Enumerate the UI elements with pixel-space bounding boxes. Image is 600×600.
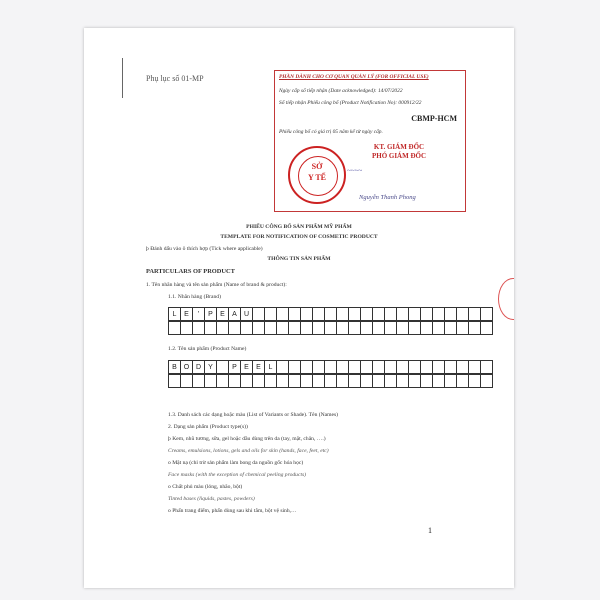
brand-grid-row2 bbox=[168, 321, 493, 335]
document-page bbox=[84, 28, 514, 588]
grid-cell bbox=[433, 321, 445, 335]
grid-cell bbox=[313, 307, 325, 321]
grid-cell bbox=[217, 321, 229, 335]
grid-cell bbox=[397, 374, 409, 388]
option-masks-en: Face masks (with the exception of chemical peeling products) bbox=[168, 472, 307, 478]
grid-cell bbox=[337, 307, 349, 321]
section-1-3: 1.3. Danh sách các dạng hoặc màu (List of Variants or Shade). Tên (Names) bbox=[168, 412, 339, 418]
grid-cell bbox=[229, 321, 241, 335]
section-1: 1. Tên nhãn hàng và tên sản phẩm (Name of brand & product): bbox=[146, 282, 287, 288]
top-bar bbox=[0, 0, 600, 22]
grid-cell bbox=[241, 321, 253, 335]
grid-cell bbox=[313, 374, 325, 388]
grid-cell bbox=[205, 374, 217, 388]
grid-cell bbox=[301, 374, 313, 388]
grid-cell bbox=[169, 374, 181, 388]
product-info-heading: THÔNG TIN SẢN PHẨM bbox=[267, 256, 331, 262]
grid-cell bbox=[193, 374, 205, 388]
grid-cell: Y bbox=[205, 360, 217, 374]
grid-cell bbox=[481, 307, 493, 321]
grid-cell bbox=[301, 307, 313, 321]
grid-cell bbox=[361, 321, 373, 335]
grid-cell bbox=[469, 307, 481, 321]
grid-cell bbox=[337, 321, 349, 335]
grid-cell bbox=[445, 360, 457, 374]
grid-cell bbox=[301, 360, 313, 374]
seal-text-yte: Y TẾ bbox=[307, 173, 326, 182]
grid-cell bbox=[193, 321, 205, 335]
grid-cell bbox=[253, 374, 265, 388]
appendix-label: Phụ lục số 01-MP bbox=[146, 74, 204, 83]
option-masks: o Mặt nạ (chỉ trừ sản phẩm làm bong da nguồn gốc hóa học) bbox=[168, 460, 304, 466]
grid-cell bbox=[349, 360, 361, 374]
grid-cell bbox=[289, 360, 301, 374]
signature-mark: ~~~~ bbox=[347, 167, 363, 175]
grid-cell bbox=[349, 374, 361, 388]
product-grid bbox=[168, 360, 493, 374]
grid-cell bbox=[469, 360, 481, 374]
grid-cell: B bbox=[169, 360, 181, 374]
grid-cell bbox=[433, 360, 445, 374]
grid-cell: P bbox=[205, 307, 217, 321]
grid-cell bbox=[409, 374, 421, 388]
grid-cell: ' bbox=[193, 307, 205, 321]
signer-name: Nguyễn Thanh Phong bbox=[359, 194, 416, 201]
particulars-heading: PARTICULARS OF PRODUCT bbox=[146, 268, 235, 275]
grid-cell bbox=[349, 307, 361, 321]
grid-cell: P bbox=[229, 360, 241, 374]
grid-cell bbox=[421, 307, 433, 321]
director-title bbox=[339, 143, 459, 161]
grid-cell bbox=[301, 321, 313, 335]
grid-cell bbox=[385, 307, 397, 321]
grid-cell bbox=[385, 360, 397, 374]
grid-cell bbox=[325, 321, 337, 335]
title-vn: PHIẾU CÔNG BỐ SẢN PHẨM MỸ PHẨM bbox=[246, 224, 352, 230]
deputy-label: PHÓ GIÁM ĐỐC bbox=[371, 152, 427, 160]
grid-cell bbox=[373, 307, 385, 321]
kt-label: KT. GIÁM ĐỐC bbox=[373, 143, 425, 151]
grid-cell: E bbox=[241, 360, 253, 374]
tick-instruction: þ Đánh dấu vào ô thích hợp (Tick where applicable) bbox=[146, 246, 263, 252]
grid-cell bbox=[397, 321, 409, 335]
grid-cell bbox=[229, 374, 241, 388]
grid-cell bbox=[289, 321, 301, 335]
grid-cell bbox=[421, 360, 433, 374]
grid-cell bbox=[169, 321, 181, 335]
validity-note: Phiếu công bố có giá trị 05 năm kể từ ngày cấp. bbox=[279, 129, 383, 135]
grid-cell bbox=[265, 321, 277, 335]
grid-cell bbox=[325, 374, 337, 388]
cbmp-code: CBMP-HCM bbox=[411, 114, 457, 123]
grid-cell bbox=[361, 307, 373, 321]
grid-cell bbox=[277, 321, 289, 335]
grid-cell bbox=[469, 321, 481, 335]
grid-cell bbox=[433, 307, 445, 321]
grid-cell bbox=[313, 321, 325, 335]
grid-cell: L bbox=[265, 360, 277, 374]
grid-cell bbox=[457, 360, 469, 374]
grid-cell bbox=[361, 360, 373, 374]
grid-cell bbox=[289, 307, 301, 321]
grid-cell bbox=[265, 307, 277, 321]
section-1-2: 1.2. Tên sản phẩm (Product Name) bbox=[168, 346, 247, 352]
grid-cell bbox=[421, 321, 433, 335]
seal-text-so: SỞ bbox=[311, 162, 323, 171]
grid-cell bbox=[445, 374, 457, 388]
grid-cell bbox=[325, 360, 337, 374]
grid-cell bbox=[469, 374, 481, 388]
option-powders: o Phấn trang điểm, phấn dùng sau khi tắm, bột vệ sinh,… bbox=[168, 508, 297, 514]
option-tinted: o Chất phủ màu (lỏng, nhão, bột) bbox=[168, 484, 243, 490]
grid-cell bbox=[277, 360, 289, 374]
grid-cell bbox=[385, 374, 397, 388]
margin-line bbox=[122, 58, 123, 98]
grid-cell bbox=[457, 374, 469, 388]
grid-cell bbox=[277, 307, 289, 321]
grid-cell bbox=[421, 374, 433, 388]
grid-cell: O bbox=[181, 360, 193, 374]
grid-cell bbox=[373, 374, 385, 388]
grid-cell bbox=[313, 360, 325, 374]
grid-cell bbox=[397, 307, 409, 321]
grid-cell bbox=[373, 360, 385, 374]
grid-cell: D bbox=[193, 360, 205, 374]
grid-cell bbox=[445, 307, 457, 321]
section-2: 2. Dạng sản phẩm (Product type(s)) bbox=[168, 424, 248, 430]
grid-cell bbox=[241, 374, 253, 388]
grid-cell: U bbox=[241, 307, 253, 321]
grid-cell bbox=[325, 307, 337, 321]
grid-cell bbox=[409, 360, 421, 374]
grid-cell: E bbox=[181, 307, 193, 321]
grid-cell bbox=[217, 360, 229, 374]
grid-cell bbox=[277, 374, 289, 388]
grid-cell bbox=[481, 321, 493, 335]
grid-cell bbox=[181, 374, 193, 388]
section-1-1: 1.1. Nhãn hàng (Brand) bbox=[168, 294, 221, 300]
grid-cell bbox=[205, 321, 217, 335]
date-received: Ngày cấp số tiếp nhận (Date acknowledged): 14/07/2022 bbox=[279, 88, 403, 94]
grid-cell bbox=[217, 374, 229, 388]
grid-cell bbox=[181, 321, 193, 335]
grid-cell bbox=[409, 321, 421, 335]
grid-cell: E bbox=[253, 360, 265, 374]
grid-cell bbox=[409, 307, 421, 321]
receipt-number: Số tiếp nhận Phiếu công bố (Product Notification No): 000912/22 bbox=[279, 100, 422, 106]
grid-cell bbox=[385, 321, 397, 335]
option-creams-en: Creams, emulsions, lotions, gels and oils for skin (hands, face, feet, etc) bbox=[168, 448, 329, 454]
grid-cell bbox=[289, 374, 301, 388]
grid-cell bbox=[433, 374, 445, 388]
grid-cell bbox=[265, 374, 277, 388]
brand-grid bbox=[168, 307, 493, 321]
grid-cell bbox=[337, 374, 349, 388]
grid-cell bbox=[457, 321, 469, 335]
grid-cell bbox=[373, 321, 385, 335]
official-header: PHẦN DÀNH CHO CƠ QUAN QUẢN LÝ (FOR OFFICIAL USE) bbox=[279, 74, 429, 80]
product-grid-row2 bbox=[168, 374, 493, 388]
grid-cell bbox=[481, 374, 493, 388]
grid-cell: L bbox=[169, 307, 181, 321]
grid-cell bbox=[337, 360, 349, 374]
option-creams: þ Kem, nhũ tương, sữa, gel hoặc dầu dùng trên da (tay, mặt, chân, ….) bbox=[168, 436, 326, 442]
edge-seal bbox=[498, 278, 514, 320]
title-en: TEMPLATE FOR NOTIFICATION OF COSMETIC PRODUCT bbox=[220, 234, 378, 240]
grid-cell bbox=[481, 360, 493, 374]
grid-cell bbox=[397, 360, 409, 374]
grid-cell bbox=[253, 307, 265, 321]
option-tinted-en: Tinted bases (liquids, pastes, powders) bbox=[168, 496, 255, 502]
official-seal bbox=[288, 146, 346, 204]
grid-cell bbox=[361, 374, 373, 388]
grid-cell bbox=[253, 321, 265, 335]
grid-cell: A bbox=[229, 307, 241, 321]
grid-cell: E bbox=[217, 307, 229, 321]
grid-cell bbox=[445, 321, 457, 335]
page-number: 1 bbox=[428, 526, 432, 535]
grid-cell bbox=[457, 307, 469, 321]
grid-cell bbox=[349, 321, 361, 335]
